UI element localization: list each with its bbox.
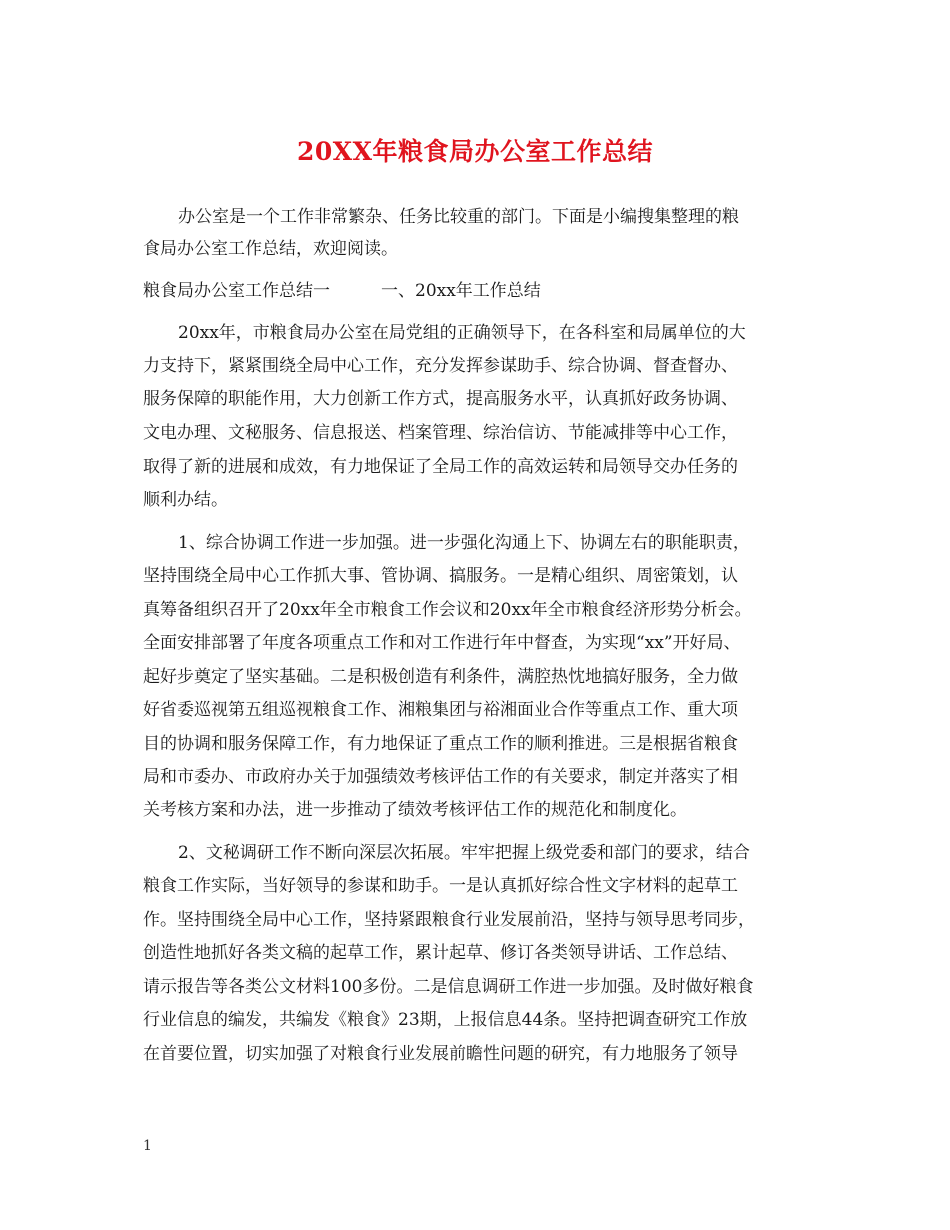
document-title: 20XX年粮食局办公室工作总结 bbox=[296, 137, 654, 166]
paragraph-line: 1、综合协调工作进一步加强。进一步强化沟通上下、协调左右的职能职责， bbox=[178, 533, 750, 553]
paragraph-line: 文电办理、文秘服务、信息报送、档案管理、综治信访、节能减排等中心工作， bbox=[143, 423, 738, 443]
paragraph-line: 顺利办结。 bbox=[143, 490, 228, 510]
paragraph-line: 请示报告等各类公文材料100多份。二是信息调研工作进一步加强。及时做好粮食 bbox=[143, 977, 754, 997]
paragraph-line: 真筹备组织召开了20xx年全市粮食工作会议和20xx年全市粮食经济形势分析会。 bbox=[143, 600, 752, 620]
paragraph-line: 力支持下，紧紧围绕全局中心工作，充分发挥参谋助手、综合协调、督查督办、 bbox=[143, 356, 738, 376]
paragraph-line: 全面安排部署了年度各项重点工作和对工作进行年中督查，为实现“xx”开好局、 bbox=[143, 633, 741, 653]
paragraph-line: 在首要位置，切实加强了对粮食行业发展前瞻性问题的研究，有力地服务了领导 bbox=[143, 1044, 738, 1064]
section-heading: 粮食局办公室工作总结一 一、20xx年工作总结 bbox=[143, 281, 541, 301]
page-number: 1 bbox=[143, 1138, 152, 1154]
paragraph-line: 局和市委办、市政府办关于加强绩效考核评估工作的有关要求，制定并落实了相 bbox=[143, 767, 738, 787]
paragraph-line: 2、文秘调研工作不断向深层次拓展。牢牢把握上级党委和部门的要求，结合 bbox=[178, 843, 750, 863]
paragraph-line: 取得了新的进展和成效，有力地保证了全局工作的高效运转和局领导交办任务的 bbox=[143, 457, 738, 477]
paragraph-line: 起好步奠定了坚实基础。二是积极创造有利条件，满腔热忱地搞好服务，全力做 bbox=[143, 667, 738, 687]
paragraph-line: 作。坚持围绕全局中心工作，坚持紧跟粮食行业发展前沿，坚持与领导思考同步， bbox=[143, 910, 755, 930]
paragraph-line: 创造性地抓好各类文稿的起草工作，累计起草、修订各类领导讲话、工作总结、 bbox=[143, 943, 738, 963]
paragraph-line: 20xx年，市粮食局办公室在局党组的正确领导下，在各科室和局属单位的大 bbox=[178, 323, 746, 343]
paragraph-line: 粮食工作实际，当好领导的参谋和助手。一是认真抓好综合性文字材料的起草工 bbox=[143, 876, 738, 896]
paragraph-line: 好省委巡视第五组巡视粮食工作、湘粮集团与裕湘面业合作等重点工作、重大项 bbox=[143, 700, 738, 720]
paragraph-line: 食局办公室工作总结，欢迎阅读。 bbox=[143, 239, 398, 259]
paragraph-line: 坚持围绕全局中心工作抓大事、管协调、搞服务。一是精心组织、周密策划，认 bbox=[143, 566, 738, 586]
paragraph-line: 关考核方案和办法，进一步推动了绩效考核评估工作的规范化和制度化。 bbox=[143, 800, 687, 820]
paragraph-line: 行业信息的编发，共编发《粮食》23期，上报信息44条。坚持把调查研究工作放 bbox=[143, 1010, 748, 1030]
paragraph-line: 服务保障的职能作用，大力创新工作方式，提高服务水平，认真抓好政务协调、 bbox=[143, 389, 738, 409]
paragraph-line: 目的协调和服务保障工作，有力地保证了重点工作的顺利推进。三是根据省粮食 bbox=[143, 734, 738, 754]
paragraph-line: 办公室是一个工作非常繁杂、任务比较重的部门。下面是小编搜集整理的粮 bbox=[178, 207, 739, 227]
